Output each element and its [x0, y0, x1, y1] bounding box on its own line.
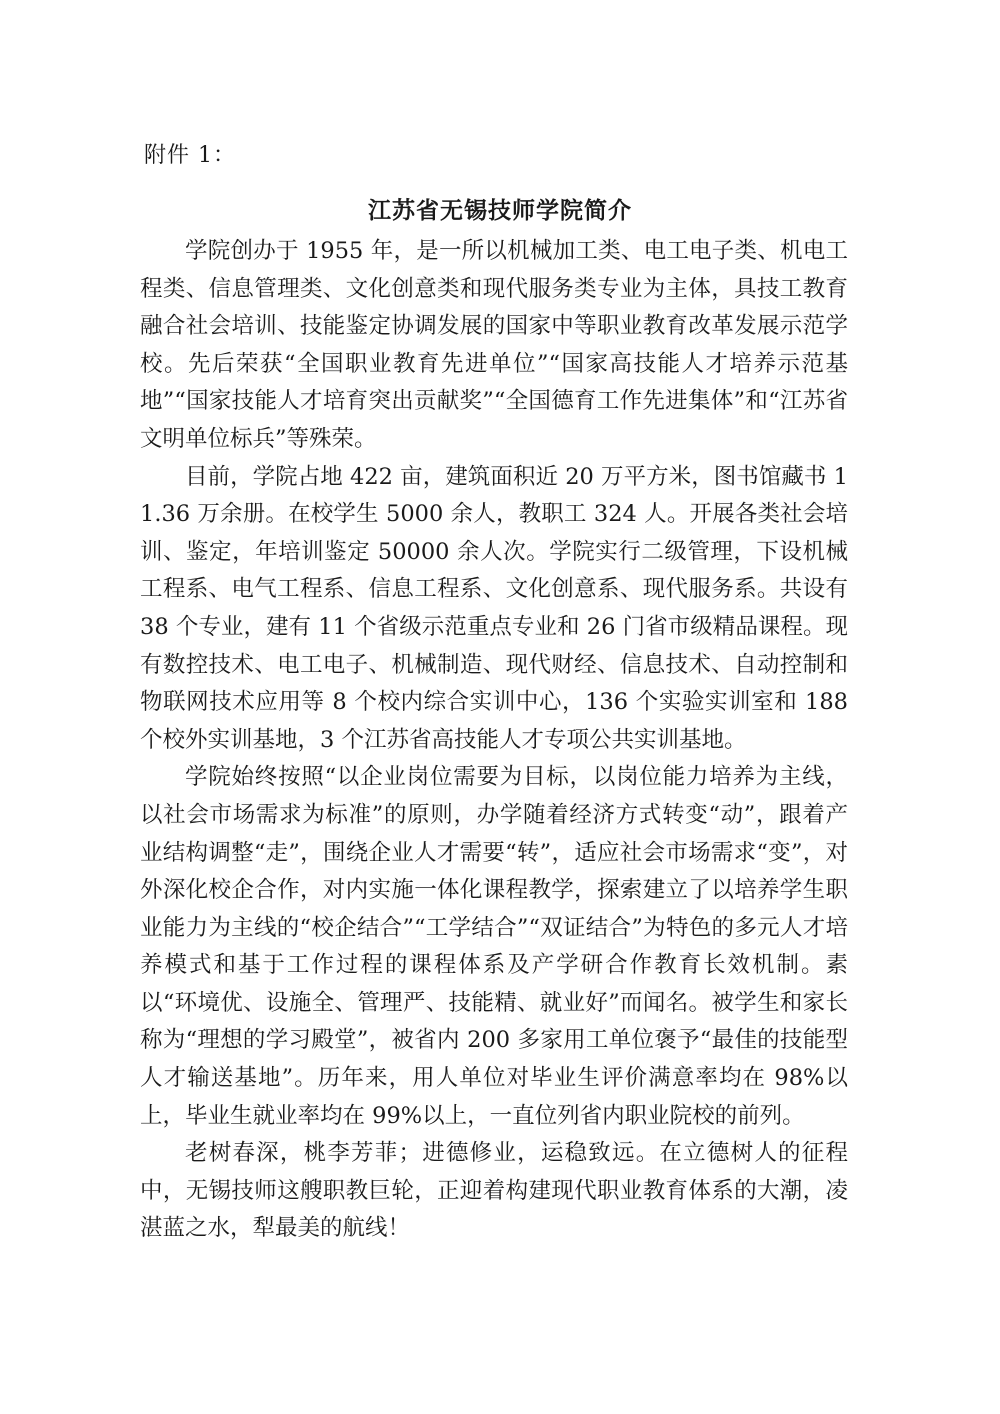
paragraph-closing: 老树春深，桃李芳菲；进德修业，运稳致远。在立德树人的征程中，无锡技师这艘职教巨轮，正迎着构建现代职业教育体系的大潮，凌湛蓝之水，犁最美的航线！: [140, 1140, 848, 1242]
paragraph-history: 学院创办于 1955 年，是一所以机械加工类、电工电子类、机电工程类、信息管理类、文化创意类和现代服务类专业为主体，具技工教育融合社会培训、技能鉴定协调发展的国家中等职业教育改革发展示范学校。先后荣获“全国职业教育先进单位”“国家高技能人才培养示范基地”“国家技能人才培育突出贡献奖”“全国德育工作先进集体”和“江苏省文明单位标兵”等殊荣。: [140, 238, 848, 452]
paragraph-facilities: 目前，学院占地 422 亩，建筑面积近 20 万平方米，图书馆藏书 11.36 万余册。在校学生 5000 余人，教职工 324 人。开展各类社会培训、鉴定，年培训鉴定 50000 余人次。学院实行二级管理，下设机械工程系、电气工程系、信息工程系、文化创意系、现代服务系。共设有 38 个专业，建有 11 个省级示范重点专业和 26 门省市级精品课程。现有数控技术、电工电子、机械制造、现代财经、信息技术、自动控制和物联网技术应用等 8 个校内综合实训中心，136 个实验实训室和 188 个校外实训基地，3 个江苏省高技能人才专项公共实训基地。: [140, 463, 848, 753]
document-body: [140, 233, 848, 1248]
paragraph-philosophy: 学院始终按照“以企业岗位需要为目标，以岗位能力培养为主线，以社会市场需求为标准”的原则，办学随着经济方式转变“动”，跟着产业结构调整“走”，围绕企业人才需要“转”，适应社会市场需求“变”，对外深化校企合作，对内实施一体化课程教学，探索建立了以培养学生职业能力为主线的“校企结合”“工学结合”“双证结合”为特色的多元人才培养模式和基于工作过程的课程体系及产学研合作教育长效机制。素以“环境优、设施全、管理严、技能精、就业好”而闻名。被学生和家长称为“理想的学习殿堂”，被省内 200 多家用工单位褒予“最佳的技能型人才输送基地”。历年来，用人单位对毕业生评价满意率均在 98%以上，毕业生就业率均在 99%以上，一直位列省内职业院校的前列。: [140, 764, 848, 1129]
attachment-label: 附件 1：: [144, 143, 236, 168]
document-title: 江苏省无锡技师学院简介: [368, 197, 632, 224]
